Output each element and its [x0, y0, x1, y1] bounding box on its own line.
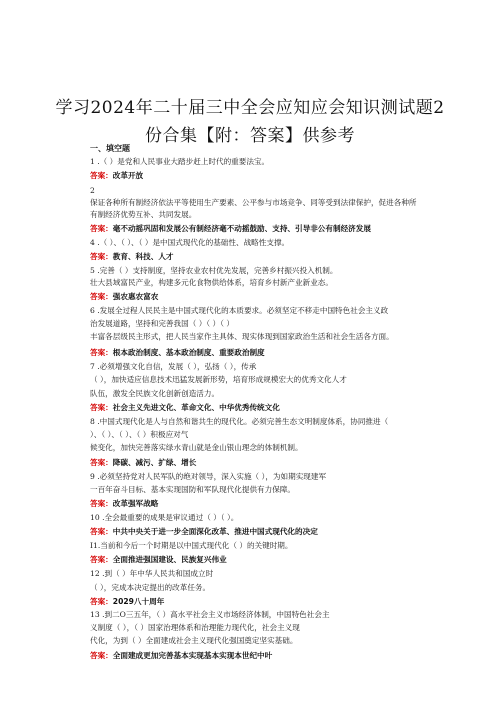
answer-label: 答案：	[90, 348, 113, 357]
answer-label: 答案：	[90, 527, 113, 536]
answer-line	[90, 252, 174, 262]
question-line: 4 .（ ）、（ ）、（ ）是中国式现代化的基础性、战略性支撑。	[90, 238, 290, 247]
answer-text: 中共中央关于进一步全面深化改革、推进中国式现代化的决定	[112, 527, 318, 536]
question-continuation: 一百年奋斗目标、基本实现国防和军队现代化提供有力保障。	[90, 485, 296, 494]
section-heading: 一、填空题	[90, 144, 130, 153]
question-line: 1 .（ ）是党和人民事业大踏步赶上时代的重要法宝。	[90, 157, 270, 166]
question-continuation: 义制度（ ），（ ）国家治理体系和治理能力现代化，社会主义现	[90, 623, 300, 632]
answer-text: 降碳、减污、扩绿、增长	[112, 458, 197, 467]
answer-label: 答案：	[90, 403, 113, 412]
answer-line	[90, 171, 143, 181]
question-line: 8 .中国式现代化是人与自然和谐共生的现代化。必须完善生态文明制度体系，协同推进（	[90, 417, 389, 426]
answer-line	[90, 651, 272, 661]
answer-line	[90, 555, 227, 565]
question-line: I1.当前和今后一个时期是以中国式现代化（ ）的关键时期。	[90, 541, 293, 550]
question-line: 5 .完善（ ）支持制度，坚持农业农村优先发展，完善乡村振兴投入机制。	[90, 266, 338, 275]
answer-text: 根本政治制度、基本政治制度、重要政治制度	[112, 348, 265, 357]
answer-line	[90, 458, 196, 468]
answer-line	[90, 224, 371, 234]
answer-text: 改革开放	[112, 171, 144, 180]
question-line: 13 .到二O三五年，（ ）高水平社会主义市场经济体制，中国特色社会主	[90, 610, 330, 619]
question-line: 10 .全会最重要的成果是审议通过（ ）（ ）。	[90, 513, 239, 522]
question-continuation: 保证各种所有制经济依法平等使用生产要素、公平参与市场竞争、同等受到法律保护，促进各种所	[90, 198, 417, 207]
question-continuation: 队伍，激发全民族文化创新创造活力。	[90, 389, 220, 398]
answer-text: 2029八十周年	[112, 597, 165, 606]
question-line: 9 .必须坚持党对人民军队的绝对领导，深入实施（ ），为如期实现建军	[90, 472, 327, 481]
answer-line	[90, 499, 158, 509]
answer-text: 改革强军战略	[112, 499, 159, 508]
answer-text: 社会主义先进文化、革命文化、中华优秀传统文化	[112, 403, 280, 412]
answer-text: 全面推进强国建设、民族复兴伟业	[112, 555, 227, 564]
question-continuation: 代化，为到（ ）全面建成社会主义现代化强国奠定坚实基础。	[90, 636, 298, 645]
answer-text: 强农惠农富农	[112, 292, 159, 301]
answer-label: 答案：	[90, 458, 113, 467]
answer-label: 答案：	[90, 171, 113, 180]
question-continuation: （ ），完成本决定提出的改革任务。	[90, 583, 211, 592]
answer-line	[90, 403, 280, 413]
document-title-line-2: 份合集【附：答案】供参考	[145, 126, 355, 146]
answer-label: 答案：	[90, 597, 113, 606]
question-line: 7 .必须增强文化自信，发展（ ），弘扬（ ），传承	[90, 362, 257, 371]
question-line: 12 .到（ ）年中华人民共和国成立时	[90, 569, 214, 578]
document-title-line-1: 学习2024年二十届三中全会应知应会知识测试题2	[55, 98, 445, 118]
answer-line	[90, 527, 318, 537]
question-continuation: 有制经济优势互补、共同发展。	[90, 210, 197, 219]
question-continuation: （ ），加快适应信息技术迅猛发展新形势，培育形成规模宏大的优秀文化人才	[90, 375, 347, 384]
question-continuation: 壮大县域富民产业，构建多元化食物供给体系，培育乡村新产业新业态。	[90, 278, 333, 287]
answer-label: 答案：	[90, 651, 113, 660]
answer-text: 全面建成更加完善基本实现基本实现本世纪中叶	[112, 651, 273, 660]
answer-line	[90, 597, 164, 607]
answer-line	[90, 348, 265, 358]
answer-label: 答案：	[90, 555, 113, 564]
question-continuation: ）、（ ）、（ ）、（ ）积极应对气	[90, 430, 189, 439]
answer-label: 答案：	[90, 292, 113, 301]
question-continuation: 治发展道路，坚持和完善我国（ ）（ ）（ ）	[90, 319, 234, 328]
answer-label: 答案：	[90, 252, 113, 261]
question-line: 6 .发展全过程人民民主是中国式现代化的本质要求。必须坚定不移走中国特色社会主义政	[90, 306, 389, 315]
answer-text: 毫不动摇巩固和发展公有制经济毫不动摇鼓励、支持、引导非公有制经济发展	[112, 224, 371, 233]
question-continuation: 丰富各层级民主形式，把人民当家作主具体、现实体现到国家政治生活和社会生活各方面。	[90, 332, 394, 341]
answer-label: 答案：	[90, 499, 113, 508]
answer-line	[90, 292, 158, 302]
answer-text: 教育、科技、人才	[112, 252, 174, 261]
question-line: 2	[90, 186, 95, 195]
answer-label: 答案：	[90, 224, 113, 233]
question-continuation: 候变化，加快完善落实绿水青山就是金山银山理念的体制机制。	[90, 443, 303, 452]
